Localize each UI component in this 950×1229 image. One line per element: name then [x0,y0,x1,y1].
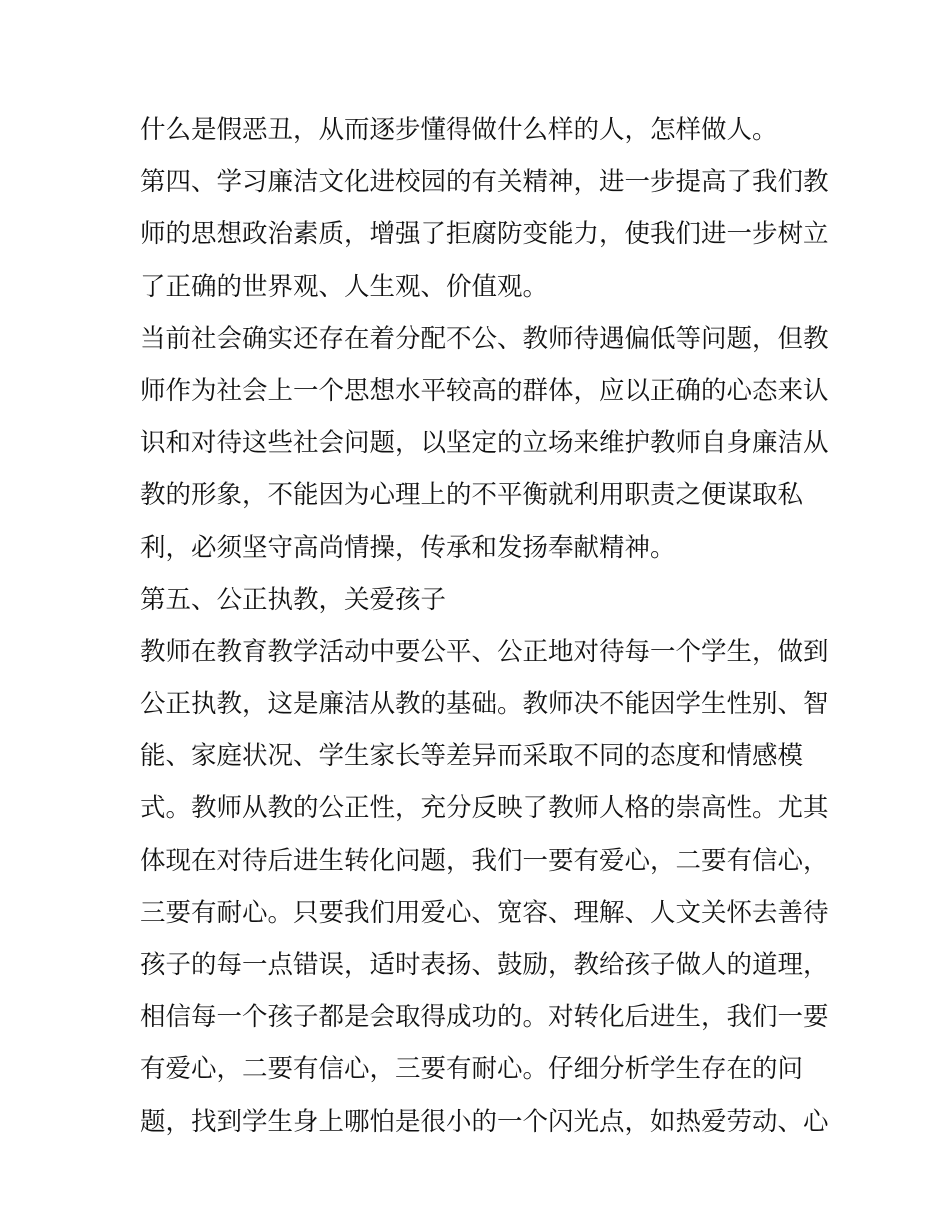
text-line: 师作为社会上一个思想水平较高的群体，应以正确的心态来认 [140,375,829,406]
section-heading: 第五、公正执教，关爱孩子 [140,584,447,615]
text-line: 题，找到学生身上哪怕是很小的一个闪光点，如热爱劳动、心 [140,1106,829,1137]
text-line: 第四、学习廉洁文化进校园的有关精神，进一步提高了我们教 [140,167,829,198]
text-line: 公正执教，这是廉洁从教的基础。教师决不能因学生性别、智 [140,689,829,720]
text-line: 教的形象，不能因为心理上的不平衡就利用职责之便谋取私 [140,480,804,511]
text-line: 相信每一个孩子都是会取得成功的。对转化后进生，我们一要 [140,1002,829,1033]
text-line: 什么是假恶丑，从而逐步懂得做什么样的人，怎样做人。 [140,115,778,145]
text-line: 教师在教育教学活动中要公平、公正地对待每一个学生，做到 [140,636,829,667]
text-line: 式。教师从教的公正性，充分反映了教师人格的崇高性。尤其 [140,793,829,824]
text-line: 利，必须坚守高尚情操，传承和发扬奉献精神。 [140,532,676,563]
text-line: 了正确的世界观、人生观、价值观。 [140,271,549,302]
text-line: 有爱心，二要有信心，三要有耐心。仔细分析学生存在的问 [140,1054,804,1085]
text-line: 孩子的每一点错误，适时表扬、鼓励，教给孩子做人的道理， [140,950,829,980]
text-line: 体现在对待后进生转化问题，我们一要有爱心，二要有信心， [140,845,829,876]
text-line: 三要有耐心。只要我们用爱心、宽容、理解、人文关怀去善待 [140,897,829,928]
text-line: 当前社会确实还存在着分配不公、教师待遇偏低等问题，但教 [140,323,829,354]
text-line: 师的思想政治素质，增强了拒腐防变能力，使我们进一步树立 [140,219,829,250]
text-line: 识和对待这些社会问题，以坚定的立场来维护教师自身廉洁从 [140,428,829,459]
text-line: 能、家庭状况、学生家长等差异而采取不同的态度和情感模 [140,741,804,772]
body-text [140,104,829,1148]
